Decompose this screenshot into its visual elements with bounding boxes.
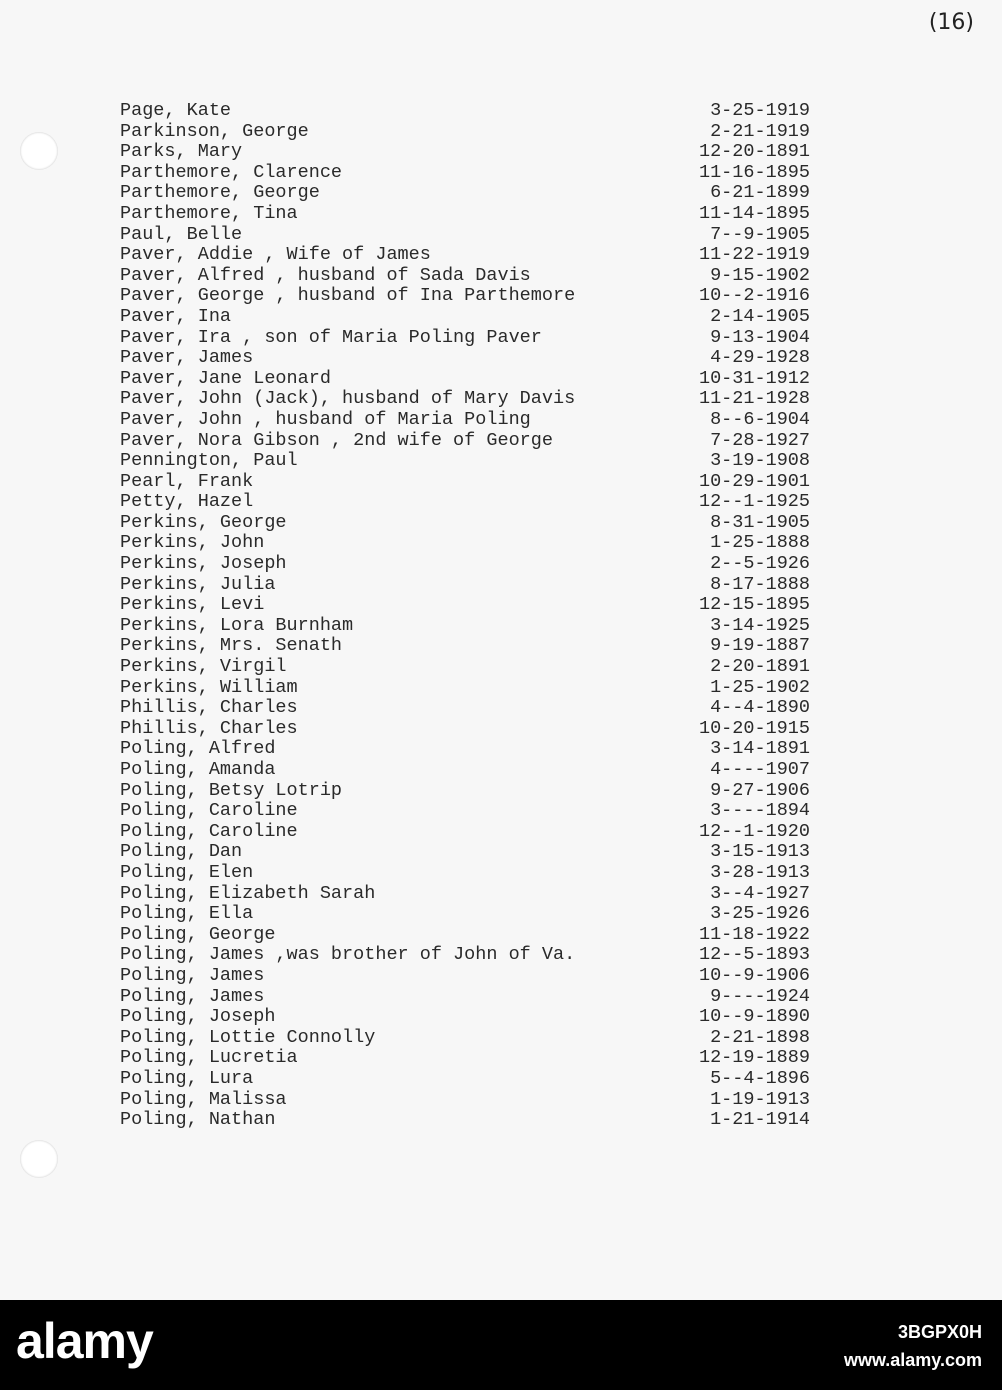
record-name: Poling, Lucretia [120,1047,298,1069]
binder-hole-top [20,132,58,170]
record-row [120,431,810,452]
record-date: 12--1-1925 [698,491,810,513]
record-row [120,781,810,802]
record-row [120,1110,810,1131]
record-row [120,554,810,575]
record-date: 11-14-1895 [698,202,810,224]
record-date: 7-28-1927 [710,429,810,451]
record-date: 11-18-1922 [698,923,810,945]
record-name: Poling, Lura [120,1067,254,1089]
record-name: Poling, Betsy Lotrip [120,779,343,801]
record-date: 10-20-1915 [698,717,810,739]
record-name: Pearl, Frank [120,470,254,492]
image-id: 3BGPX0H [897,1322,982,1342]
record-row [120,1090,810,1111]
record-name: Poling, Dan [120,841,243,863]
record-date: 12--1-1920 [698,820,810,842]
record-name: Perkins, Lora Burnham [120,614,354,636]
record-row [120,595,810,616]
record-row [120,1007,810,1028]
record-row [120,698,810,719]
record-row [120,266,810,287]
record-row [120,822,810,843]
record-date: 3----1894 [710,800,810,822]
record-date: 5--4-1896 [710,1067,810,1089]
record-name: Phillis, Charles [120,717,298,739]
record-name: Poling, Nathan [120,1109,276,1131]
record-date: 9-13-1904 [710,326,810,348]
record-row [120,225,810,246]
burial-record-list [120,101,810,1131]
record-name: Phillis, Charles [120,697,298,719]
record-name: Poling, George [120,923,276,945]
record-row [120,657,810,678]
record-row [120,987,810,1008]
record-row [120,348,810,369]
record-name: Parthemore, George [120,182,320,204]
record-date: 11-21-1928 [698,388,810,410]
record-date: 6-21-1899 [710,182,810,204]
record-row [120,1048,810,1069]
record-date: 1-25-1888 [710,532,810,554]
record-date: 2-20-1891 [710,656,810,678]
record-name: Poling, Joseph [120,1006,276,1028]
record-name: Perkins, Mrs. Senath [120,635,343,657]
record-date: 7--9-1905 [710,223,810,245]
record-name: Poling, Caroline [120,800,298,822]
record-name: Paver, Jane Leonard [120,367,331,389]
record-date: 3-14-1925 [710,614,810,636]
record-row [120,286,810,307]
record-row [120,678,810,699]
record-name: Paver, Addie , Wife of James [120,244,431,266]
record-date: 2--5-1926 [710,553,810,575]
record-name: Poling, Malissa [120,1088,287,1110]
record-name: Poling, Ella [120,903,254,925]
record-row [120,122,810,143]
record-name: Parkinson, George [120,120,309,142]
record-row [120,1028,810,1049]
record-date: 10-29-1901 [698,470,810,492]
record-date: 9-15-1902 [710,264,810,286]
record-name: Paver, Ina [120,305,232,327]
record-row [120,863,810,884]
record-row [120,801,810,822]
record-row [120,616,810,637]
record-date: 9-19-1887 [710,635,810,657]
record-name: Parks, Mary [120,141,243,163]
record-date: 12-19-1889 [698,1047,810,1069]
record-name: Poling, James ,was brother of John of Va. [120,944,576,966]
page-number: (16) [928,10,974,35]
record-name: Poling, Amanda [120,759,276,780]
record-row [120,328,810,349]
record-name: Paver, Ira , son of Maria Poling Paver [120,326,542,348]
record-row [120,719,810,740]
record-row [120,163,810,184]
record-row [120,204,810,225]
record-row [120,369,810,390]
record-date: 8-17-1888 [710,573,810,595]
record-row [120,575,810,596]
record-row [120,739,810,760]
record-row [120,389,810,410]
record-date: 3-28-1913 [710,861,810,883]
record-name: Poling, James [120,985,265,1007]
record-date: 4-29-1928 [710,347,810,369]
record-name: Perkins, Levi [120,594,265,616]
record-name: Paver, John (Jack), husband of Mary Davis [120,388,576,410]
record-row [120,925,810,946]
record-date: 12-15-1895 [698,594,810,616]
record-date: 1-19-1913 [710,1088,810,1110]
record-row [120,1069,810,1090]
record-name: Poling, Caroline [120,820,298,842]
record-row [120,513,810,534]
record-row [120,760,810,781]
record-row [120,472,810,493]
record-date: 2-21-1898 [710,1026,810,1048]
record-date: 1-25-1902 [710,676,810,698]
record-name: Perkins, William [120,676,298,698]
record-name: Paver, James [120,347,254,369]
record-name: Parthemore, Clarence [120,161,343,183]
record-name: Perkins, George [120,511,287,533]
site-url: www.alamy.com [843,1350,982,1370]
record-name: Poling, Elizabeth Sarah [120,882,376,904]
record-date: 10--9-1906 [698,964,810,986]
record-name: Paver, Alfred , husband of Sada Davis [120,264,531,286]
record-date: 8--6-1904 [710,408,810,430]
record-row [120,410,810,431]
record-date: 4----1907 [710,759,810,780]
record-name: Poling, Elen [120,861,254,883]
record-row [120,533,810,554]
record-name: Paul, Belle [120,223,243,245]
record-date: 2-21-1919 [710,120,810,142]
watermark-footer [0,1300,1002,1390]
record-row [120,966,810,987]
record-name: Paver, John , husband of Maria Poling [120,408,531,430]
record-date: 9-27-1906 [710,779,810,801]
record-name: Perkins, Virgil [120,656,287,678]
record-name: Perkins, Julia [120,573,276,595]
record-name: Petty, Hazel [120,491,254,513]
record-date: 1-21-1914 [710,1109,810,1131]
record-date: 4--4-1890 [710,697,810,719]
record-date: 10--9-1890 [698,1006,810,1028]
record-name: Perkins, John [120,532,265,554]
record-date: 10-31-1912 [698,367,810,389]
record-name: Paver, Nora Gibson , 2nd wife of George [120,429,553,451]
record-name: Poling, James [120,964,265,986]
record-name: Page, Kate [120,100,232,121]
record-date: 11-16-1895 [698,161,810,183]
record-date: 12-20-1891 [698,141,810,163]
record-name: Paver, George , husband of Ina Parthemore [120,285,576,307]
record-name: Parthemore, Tina [120,202,298,224]
record-row [120,451,810,472]
record-row [120,884,810,905]
record-row [120,142,810,163]
record-date: 10--2-1916 [698,285,810,307]
record-row [120,945,810,966]
record-date: 12--5-1893 [698,944,810,966]
record-row [120,842,810,863]
record-date: 3-19-1908 [710,450,810,472]
record-date: 2-14-1905 [710,305,810,327]
record-row [120,101,810,122]
binder-hole-bottom [20,1140,58,1178]
record-name: Poling, Lottie Connolly [120,1026,376,1048]
record-row [120,636,810,657]
record-date: 9----1924 [710,985,810,1007]
record-name: Pennington, Paul [120,450,298,472]
record-row [120,492,810,513]
record-date: 3-25-1919 [710,100,810,121]
record-row [120,904,810,925]
record-date: 3-14-1891 [710,738,810,760]
record-row [120,307,810,328]
record-name: Perkins, Joseph [120,553,287,575]
brand-logo: alamy [16,1313,153,1369]
record-row [120,245,810,266]
record-date: 3-25-1926 [710,903,810,925]
record-date: 3-15-1913 [710,841,810,863]
record-date: 11-22-1919 [698,244,810,266]
record-row [120,183,810,204]
record-name: Poling, Alfred [120,738,276,760]
record-date: 3--4-1927 [710,882,810,904]
record-date: 8-31-1905 [710,511,810,533]
